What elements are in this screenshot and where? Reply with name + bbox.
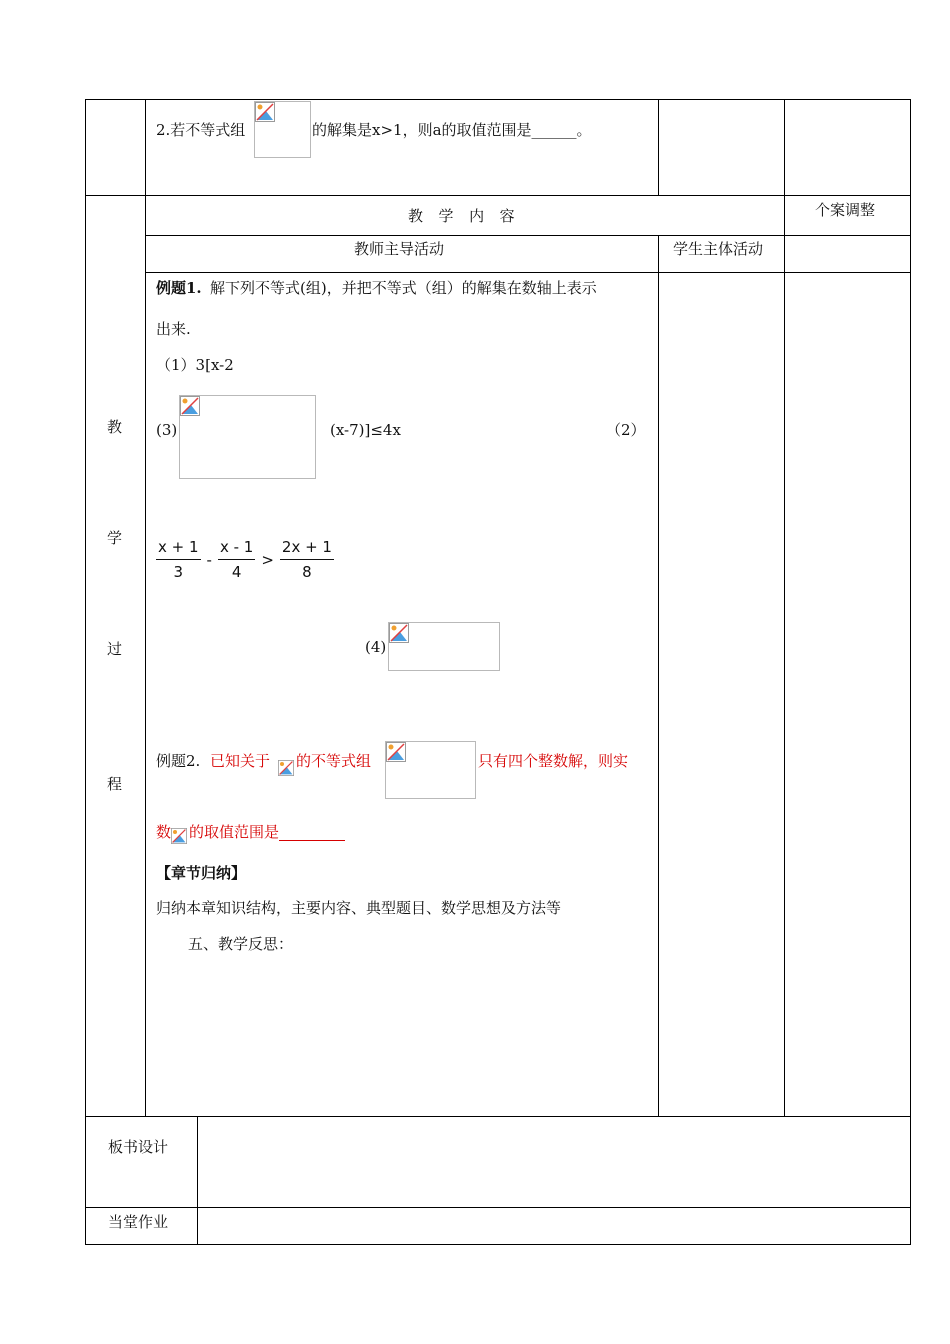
row1-bottom-border [85, 195, 911, 196]
example-1-text-cont: 出来. [156, 320, 191, 338]
fraction-1-numerator: x + 1 [156, 538, 201, 560]
subheader-divider [145, 272, 911, 273]
table-top-border [85, 99, 911, 100]
adjust-title: 个案调整 [815, 201, 876, 219]
example-2-text-3: 只有四个整数解，则实 [478, 752, 629, 770]
fraction-3-denominator: 8 [302, 563, 312, 581]
problem-4-label: (4) [365, 638, 387, 656]
answer-blank [279, 826, 345, 841]
chapter-summary-text: 归纳本章知识结构，主要内容、典型题目、数学思想及方法等 [156, 899, 562, 917]
problem-3-image [179, 395, 316, 479]
greater-operator: > [261, 550, 274, 569]
broken-image-icon [255, 102, 275, 122]
header-divider [145, 235, 911, 236]
minus-operator: - [206, 550, 212, 569]
example-2-text-1: 已知关于 [210, 752, 271, 770]
table-left-border [85, 99, 86, 1245]
problem-1: （1）3[x-2 [156, 356, 234, 374]
broken-image-icon [386, 742, 406, 762]
table-right-border [910, 99, 911, 1245]
side-label-guo: 过 [107, 640, 123, 658]
homework-label: 当堂作业 [108, 1213, 169, 1231]
side-label-xue: 学 [107, 529, 123, 547]
example-2-text-4: 数 [156, 823, 172, 841]
fraction-3-numerator: 2x + 1 [280, 538, 334, 560]
side-label-cheng: 程 [107, 775, 123, 793]
example-2-text-2: 的不等式组 [296, 752, 372, 770]
problem-4-image [388, 622, 500, 671]
student-column-title: 学生主体活动 [673, 240, 764, 258]
variable-image-icon [278, 760, 294, 776]
fraction-1 [156, 538, 201, 581]
board-label-border [197, 1116, 198, 1245]
teacher-column-title: 教师主导活动 [354, 240, 445, 258]
chapter-summary-title: 【章节归纳】 [156, 864, 247, 882]
table-bottom-border [85, 1244, 911, 1245]
broken-image-icon [389, 623, 409, 643]
variable-image-icon [171, 828, 187, 844]
side-label-jiao: 教 [107, 418, 123, 436]
inequality-system-image [254, 101, 311, 158]
broken-image-icon [180, 396, 200, 416]
fraction-1-denominator: 3 [173, 563, 184, 581]
fraction-2-numerator: x - 1 [218, 538, 255, 560]
example-1-text: 解下列不等式(组)，并把不等式（组）的解集在数轴上表示 [210, 279, 597, 297]
example-1-label: 例题1. [156, 279, 202, 297]
example-2-label: 例题2. [156, 752, 201, 770]
board-design-label: 板书设计 [108, 1138, 169, 1156]
fraction-2-denominator: 4 [231, 563, 242, 581]
example-2-system-image [385, 741, 476, 799]
problem-3-label: (3) [156, 421, 178, 439]
student-column-border [784, 99, 785, 1117]
fraction-2 [218, 538, 255, 581]
content-title: 教 学 内 容 [408, 207, 517, 225]
question-2-prefix: 2.若不等式组 [156, 121, 246, 139]
fraction-3 [280, 538, 334, 581]
teacher-column-border-lower [658, 235, 659, 1117]
problem-1-continuation: (x-7)]≤4x [330, 421, 401, 439]
example-2-text-5 [189, 823, 345, 841]
fraction-inequality [156, 538, 334, 581]
board-bottom-border [85, 1207, 911, 1208]
example-2-range-text: 的取值范围是 [189, 823, 280, 841]
teaching-reflection: 五、教学反思： [188, 935, 294, 953]
problem-2-label: （2） [606, 421, 646, 439]
process-bottom-border [85, 1116, 911, 1117]
question-2-suffix: 的解集是x>1，则a的取值范围是______。 [312, 121, 592, 139]
label-column-border [145, 99, 146, 1117]
teacher-column-border [658, 99, 659, 196]
